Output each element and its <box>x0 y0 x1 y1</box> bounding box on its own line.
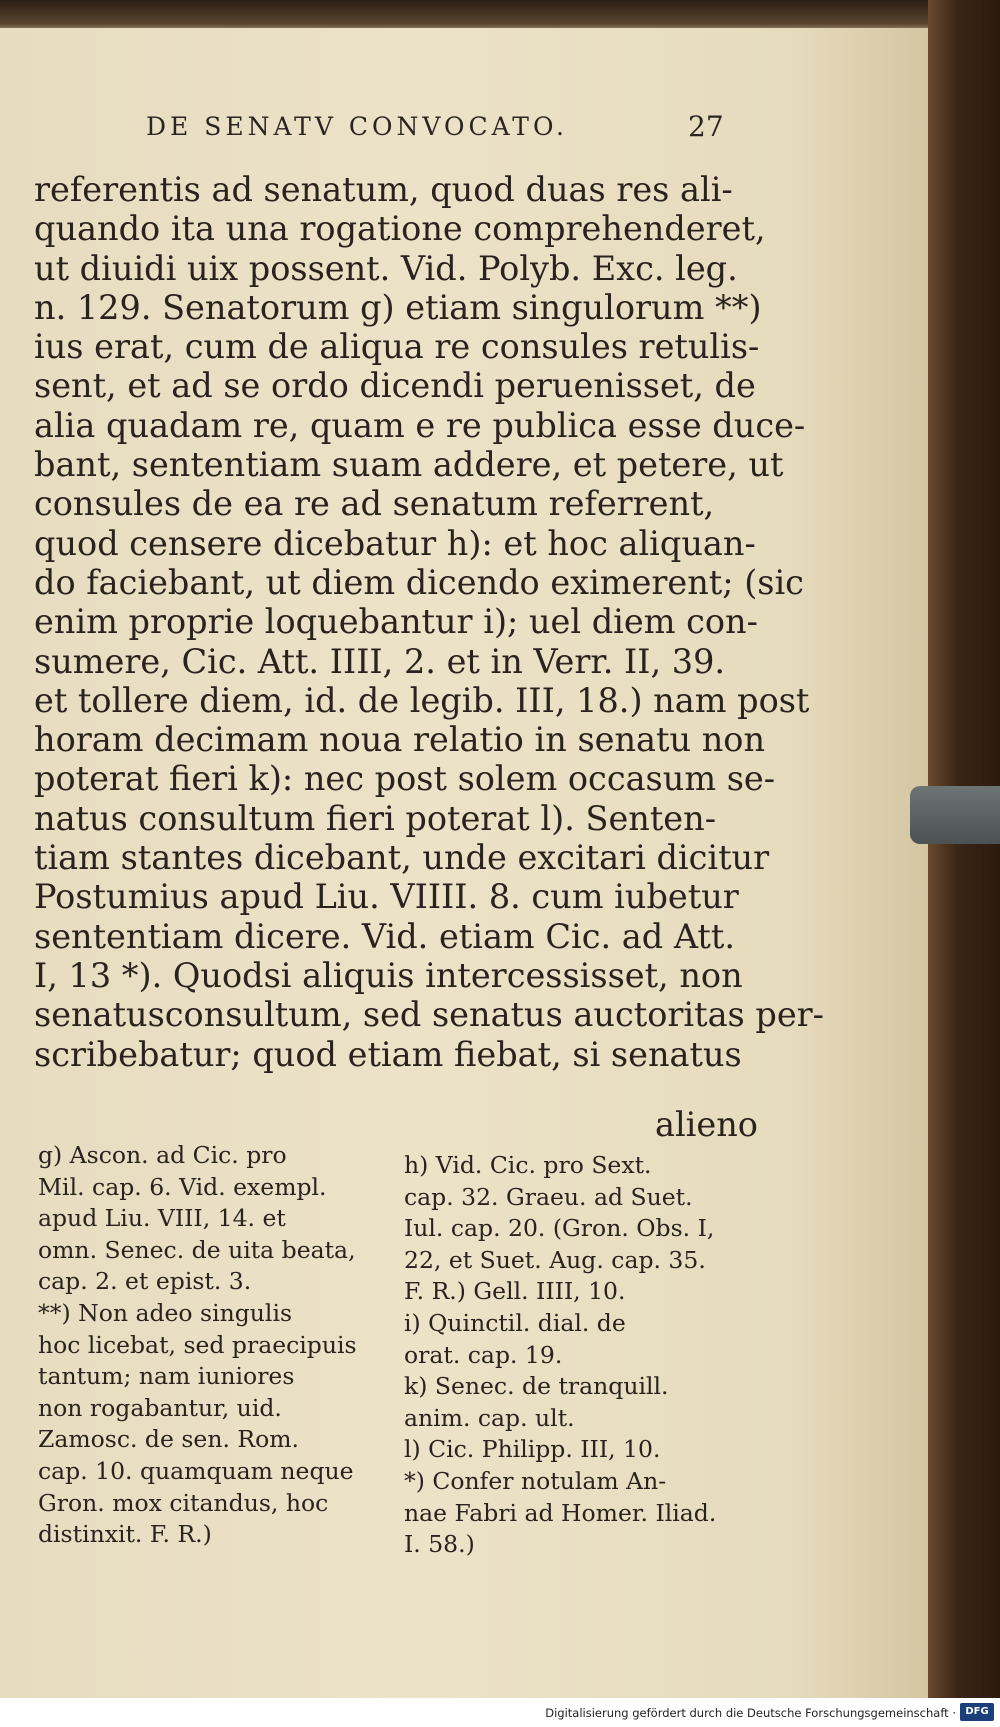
main-text-line: ut diuidi uix possent. Vid. Polyb. Exc. leg. <box>34 248 738 288</box>
footnote-line: i) Quinctil. dial. de <box>404 1308 626 1337</box>
footnote-line: *) Confer notulam An- <box>404 1466 667 1495</box>
main-text-line: Postumius apud Liu. VIIII. 8. cum iubetur <box>34 877 739 917</box>
main-text-line: do faciebant, ut diem dicendo eximerent; (sic <box>34 562 804 602</box>
footnote-line: cap. 32. Graeu. ad Suet. <box>404 1182 693 1211</box>
footnote-line: omn. Senec. de uita beata, <box>38 1235 356 1264</box>
bookmark-ribbon <box>910 786 1000 844</box>
dfg-logo: DFG <box>960 1703 994 1721</box>
funding-credit: Digitalisierung gefördert durch die Deutsche Forschungsgemeinschaft · <box>545 1706 956 1720</box>
main-text-line: scribebatur; quod etiam fiebat, si senatus <box>34 1034 742 1074</box>
footnote-line: **) Non adeo singulis <box>38 1298 293 1327</box>
main-text-line: sumere, Cic. Att. IIII, 2. et in Verr. II, 39. <box>34 641 726 681</box>
footnote-line: nae Fabri ad Homer. Iliad. <box>404 1498 717 1527</box>
footnote-line: apud Liu. VIII, 14. et <box>38 1204 286 1233</box>
footnote-line: g) Ascon. ad Cic. pro <box>38 1141 287 1169</box>
main-text-line: horam decimam noua relatio in senatu non <box>34 720 766 760</box>
book-cover <box>928 0 1000 1700</box>
footnote-line: F. R.) Gell. IIII, 10. <box>404 1277 626 1306</box>
footnote-line: orat. cap. 19. <box>404 1340 563 1369</box>
main-text-line: referentis ad senatum, quod duas res ali- <box>34 170 733 209</box>
main-text-line: sententiam dicere. Vid. etiam Cic. ad Att. <box>34 916 735 956</box>
main-text-block <box>34 170 824 1074</box>
footnote-line: hoc licebat, sed praecipuis <box>38 1330 357 1359</box>
main-text-line: consules de ea re ad senatum referrent, <box>34 484 715 524</box>
running-head: DE SENATV CONVOCATO. <box>146 112 568 141</box>
main-text-line: I, 13 *). Quodsi aliquis intercessisset, non <box>34 955 743 995</box>
footnote-line: Gron. mox citandus, hoc <box>38 1488 329 1517</box>
footnote-line: tantum; nam iuniores <box>38 1362 295 1391</box>
page-number: 27 <box>688 110 724 143</box>
catchword: alieno <box>655 1105 758 1144</box>
footnote-line: non rogabantur, uid. <box>38 1393 282 1422</box>
footnote-line: distinxit. F. R.) <box>38 1520 212 1549</box>
footnote-line: I. 58.) <box>404 1530 475 1559</box>
footnote-line: Mil. cap. 6. Vid. exempl. <box>38 1172 327 1201</box>
footnote-line: cap. 2. et epist. 3. <box>38 1267 252 1296</box>
footnote-line: Zamosc. de sen. Rom. <box>38 1425 299 1454</box>
footnotes-left-column <box>38 1140 378 1551</box>
footnote-line: l) Cic. Philipp. III, 10. <box>404 1435 661 1464</box>
main-text-line: alia quadam re, quam e re publica esse duce- <box>34 405 806 445</box>
footnote-line: h) Vid. Cic. pro Sext. <box>404 1151 652 1179</box>
main-text-line: quod censere dicebatur h): et hoc aliquan- <box>34 523 756 563</box>
main-text-line: et tollere diem, id. de legib. III, 18.) nam post <box>34 680 810 720</box>
main-text-line: enim proprie loquebantur i); uel diem con- <box>34 602 758 642</box>
main-text-line: poterat fieri k): nec post solem occasum se- <box>34 759 776 799</box>
main-text-line: n. 129. Senatorum g) etiam singulorum **) <box>34 287 762 327</box>
main-text-line: ius erat, cum de aliqua re consules retulis- <box>34 327 760 367</box>
footnote-line: Iul. cap. 20. (Gron. Obs. I, <box>404 1214 715 1243</box>
footnote-line: cap. 10. quamquam neque <box>38 1456 354 1485</box>
main-text-line: tiam stantes dicebant, unde excitari dicitur <box>34 838 770 878</box>
main-text-line: natus consultum fieri poterat l). Senten- <box>34 798 717 838</box>
main-text-line: sent, et ad se ordo dicendi peruenisset, de <box>34 366 756 406</box>
footnotes-right-column <box>404 1150 750 1561</box>
main-text-line: bant, sententiam suam addere, et petere, ut <box>34 445 784 485</box>
main-text-line: quando ita una rogatione comprehenderet, <box>34 209 766 249</box>
footnote-line: 22, et Suet. Aug. cap. 35. <box>404 1245 706 1274</box>
footnote-line: anim. cap. ult. <box>404 1403 575 1432</box>
main-text-line: senatusconsultum, sed senatus auctoritas per- <box>34 995 824 1035</box>
footnote-line: k) Senec. de tranquill. <box>404 1372 669 1401</box>
